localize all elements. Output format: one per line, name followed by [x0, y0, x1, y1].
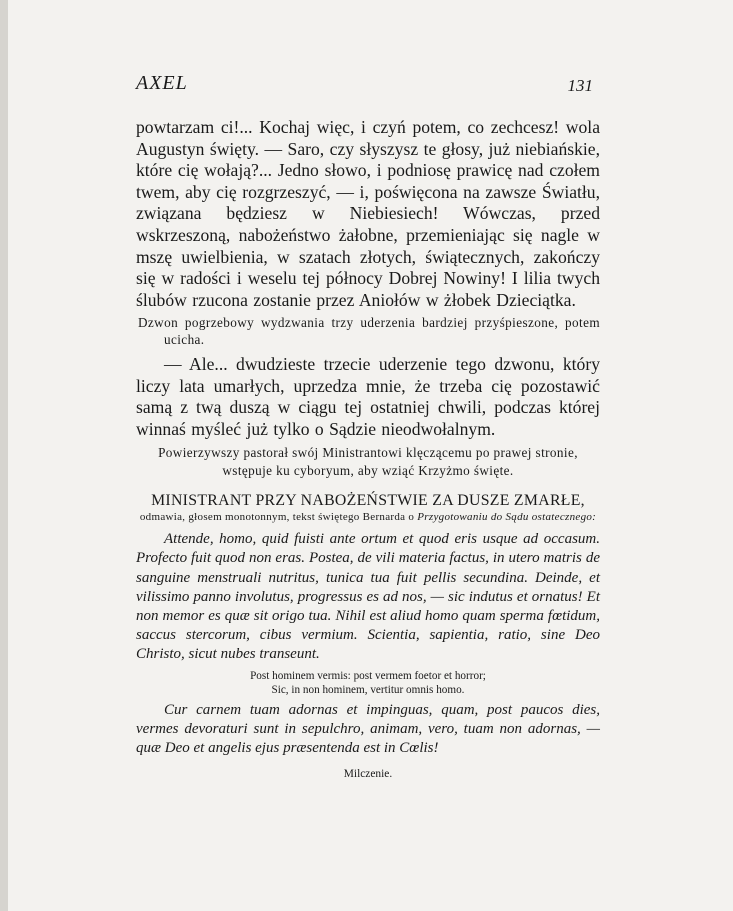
- section-heading: MINISTRANT PRZY NABOŻEŃSTWIE ZA DUSZE ZMARŁE,: [151, 492, 585, 510]
- section-subheading-text: odmawia, głosem monotonnym, tekst świętego Bernarda o: [139, 511, 415, 524]
- page-header: [136, 72, 593, 96]
- stage-direction-2: Powierzywszy pastorał swój Ministrantowi klęczącemu po prawej stronie, wstępuje ku cyboryum, aby wziąć Krzyżmo święte.: [158, 445, 578, 478]
- latin-passage-1: Attende, homo, quid fuisti ante ortum et quod eris usque ad occasum. Profecto fuit quod non eras. Postea, de vili materia factus, in utero matris de sanguine menstruali nutritus, tunica tua fuit pellis secundina. Deinde, et vilissimo panno involutus, progressus es ad nos, — sic indutus et ornatus! Et non memor es quæ sit origo tua. Nihil est aliud homo quam sperma fœtidum, saccus stercorum, cibus vermium. Scientia, sapientia, ratio, sine Deo Christo, sicut nubes transeunt.: [136, 531, 600, 663]
- stage-direction-silence: Milczenie.: [343, 768, 393, 781]
- section-subheading: [136, 510, 600, 524]
- dialogue-paragraph-1: powtarzam ci!... Kochaj więc, i czyń potem, co zechcesz! wola Augustyn święty. — Saro, czy słyszysz te głosy, już niebiańskie, które cię wołają?... Jedno słowo, i podniosę prawicę nad czołem twem, aby cię rozgrzeszyć, — i, poświęcona na zawsze Światłu, związana będziesz w Niebiesiech! Wówczas, przed wskrzeszoną, nabożeństwo żałobne, przemieniając się nagle w mszę uwielbienia, w szatach złotych, świątecznych, zakończy się w radości i weselu tej północy Dobrej Nowiny! I lilia twych ślubów rzucona zostanie przez Aniołów w żłobek Dzieciątka.: [136, 117, 600, 310]
- verse-line-2: Sic, in non hominem, vertitur omnis homo.: [271, 683, 465, 696]
- stage-direction-1: Dzwon pogrzebowy wydzwania trzy uderzenia bardziej przyśpieszone, potem ucicha.: [138, 315, 600, 348]
- section-subheading-work-title: Przygotowaniu do Sądu ostatecznego:: [417, 511, 597, 524]
- latin-verses: [136, 669, 600, 697]
- latin-passage-2: Cur carnem tuam adornas et impinguas, quam, post paucos dies, vermes devoraturi sunt in sepulchro, animam, vero, tuam non adornas, — quæ Deo et angelis ejus præsentenda est in Cœlis!: [136, 701, 600, 756]
- page-content: [136, 117, 600, 780]
- dialogue-paragraph-2: — Ale... dwudzieste trzecie uderzenie tego dzwonu, który liczy lata umarłych, uprzedza mnie, że trzeba cię pozostawić samą z twą duszą w ciągu tej ostatniej chwili, podczas której winnaś myśleć już tylko o Sądzie nieodwołalnym.: [136, 353, 600, 439]
- page-number: 131: [567, 76, 593, 95]
- running-title: AXEL: [136, 72, 188, 94]
- verse-line-1: Post hominem vermis: post vermem foetor et horror;: [250, 669, 486, 682]
